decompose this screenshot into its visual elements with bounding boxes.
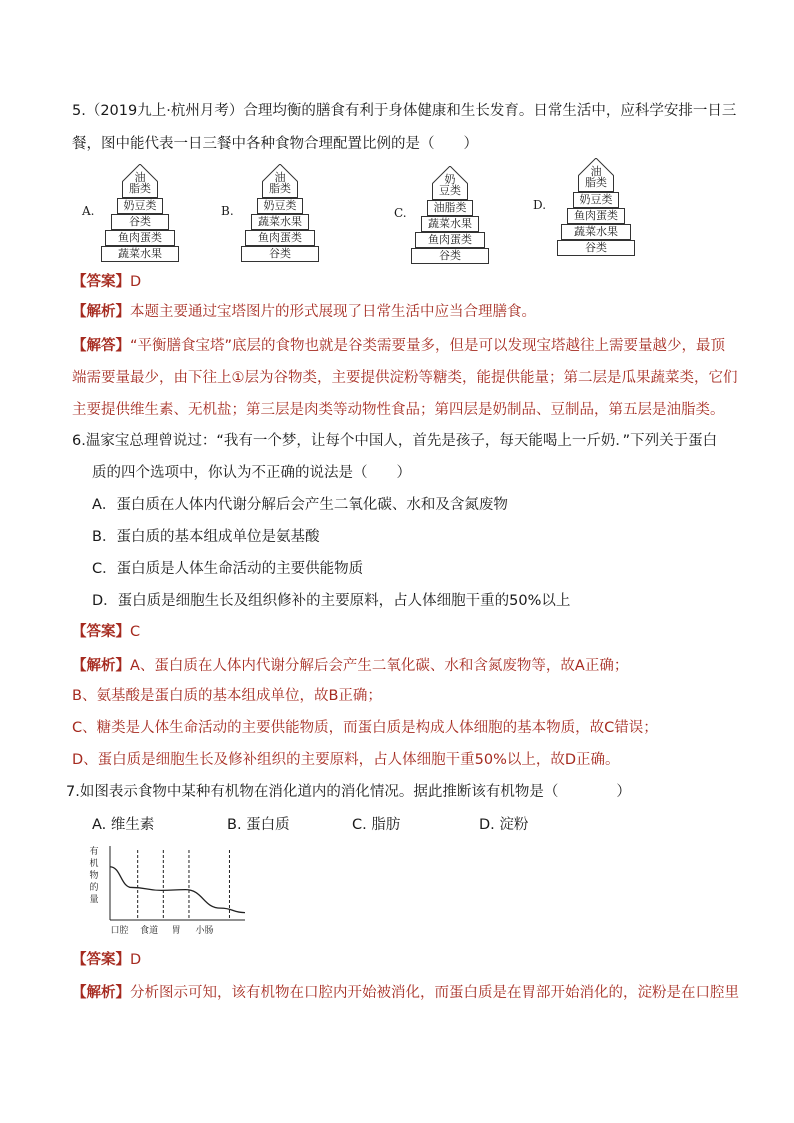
q6-option-d: D．蛋白质是细胞生长及组织修补的主要原料，占人体细胞干重的50%以上	[92, 593, 571, 609]
pyramid-level: 鱼肉蛋类	[245, 230, 315, 246]
pyramid-level: 谷类	[241, 246, 319, 262]
analysis-text: 分析图示可知，该有机物在口腔内开始被消化，而蛋白质是在胃部开始消化的，淀粉是在口腔里	[130, 985, 739, 1001]
y-axis-label-char: 的	[89, 883, 99, 893]
y-axis-label-char: 机	[89, 859, 99, 869]
q6-option-b: B．蛋白质的基本组成单位是氨基酸	[92, 529, 320, 545]
pyramid-level: 脂类	[262, 182, 298, 198]
q5-stem-line2: 餐，图中能代表一日三餐中各种食物合理配置比例的是（ ）	[72, 136, 478, 152]
q7-answer	[72, 950, 141, 970]
pyramid-option-label: D.	[533, 198, 547, 212]
answer-value: C	[130, 624, 141, 640]
pyramid-top-label: 油	[590, 165, 602, 178]
pyramid-level: 鱼肉蛋类	[567, 208, 625, 224]
q5-stem-line1: 5.（2019九上·杭州月考）合理均衡的膳食有利于身体健康和生长发育。日常生活中，应科学安排一日三	[72, 103, 737, 119]
solution-tag: 【解答】	[72, 338, 130, 354]
analysis-tag: 【解析】	[72, 985, 130, 1001]
pyramid-level: 谷类	[411, 248, 489, 264]
pyramid-top	[578, 158, 614, 176]
pyramid-top-label: 油	[134, 171, 146, 184]
data-curve	[110, 867, 245, 913]
q5-answer	[72, 272, 141, 292]
q6-option-c: C．蛋白质是人体生命活动的主要供能物质	[92, 561, 364, 577]
digestion-chart	[84, 842, 259, 942]
pyramid-level: 奶豆类	[117, 198, 163, 214]
pyramid-level: 奶豆类	[257, 198, 303, 214]
pyramid-level: 蔬菜水果	[101, 246, 179, 262]
pyramid-level: 脂类	[578, 176, 614, 192]
y-axis-label-char: 物	[89, 871, 99, 881]
q6-analysis-line1	[72, 656, 628, 676]
analysis-text: A、蛋白质在人体内代谢分解后会产生二氧化碳、水和含氮废物等，故A正确；	[130, 658, 629, 674]
q7-option-c: C. 脂肪	[352, 817, 401, 833]
pyramid-level: 豆类	[432, 184, 468, 200]
pyramid-top-label: 奶	[444, 173, 456, 186]
pyramid-top-label: 油	[274, 171, 286, 184]
pyramid-level: 奶豆类	[573, 192, 619, 208]
q6-analysis-line3: C、糖类是人体生命活动的主要供能物质，而蛋白质是构成人体细胞的基本物质，故C错误；	[72, 720, 658, 736]
q6-answer	[72, 622, 140, 642]
x-tick-label: 小肠	[195, 926, 214, 936]
q6-analysis-line2: B、氨基酸是蛋白质的基本组成单位，故B正确；	[72, 688, 382, 704]
q7-option-a: A. 维生素	[92, 817, 155, 833]
pyramid-level: 谷类	[557, 240, 635, 256]
analysis-tag: 【解析】	[72, 658, 130, 674]
pyramid-level: 谷类	[111, 214, 169, 230]
y-axis-label-char: 量	[89, 895, 99, 905]
answer-value: D	[130, 274, 142, 290]
answer-tag: 【答案】	[72, 624, 130, 640]
y-axis-label-char: 有	[89, 847, 99, 857]
pyramid-option-label: B.	[221, 204, 234, 218]
q6-analysis-line4: D、蛋白质是细胞生长及修补组织的主要原料，占人体细胞干重50%以上，故D正确。	[72, 752, 620, 768]
pyramid-top	[432, 166, 468, 184]
q5-solution-line3: 主要提供维生素、无机盐；第三层是肉类等动物性食品；第四层是奶制品、豆制品，第五层是油脂类。	[72, 402, 725, 418]
pyramid-level: 蔬菜水果	[421, 216, 479, 232]
pyramid-level: 油脂类	[427, 200, 473, 216]
q7-analysis	[72, 983, 739, 1003]
q7-stem: 7.如图表示食物中某种有机物在消化道内的消化情况。据此推断该有机物是（ ）	[66, 784, 631, 800]
pyramid-top	[262, 164, 298, 182]
q6-option-a: A．蛋白质在人体内代谢分解后会产生二氧化碳、水和及含氮废物	[92, 497, 508, 513]
pyramid-level: 脂类	[122, 182, 158, 198]
x-tick-label: 胃	[171, 926, 181, 936]
pyramid-level: 鱼肉蛋类	[415, 232, 485, 248]
q5-solution-line2: 端需要量最少，由下往上①层为谷物类，主要提供淀粉等糖类，能提供能量；第二层是瓜果蔬菜类，它们	[72, 370, 738, 386]
answer-tag: 【答案】	[72, 274, 130, 290]
q7-option-b: B. 蛋白质	[227, 817, 290, 833]
q6-stem-line1: 6.温家宝总理曾说过：“我有一个梦，让每个中国人，首先是孩子，每天能喝上一斤奶．”下列关于蛋白	[72, 433, 718, 449]
x-tick-label: 口腔	[110, 926, 129, 936]
x-tick-label: 食道	[140, 926, 159, 936]
q5-solution-line1	[72, 336, 725, 356]
pyramid-option-label: C.	[394, 206, 407, 220]
q5-analysis	[72, 302, 536, 322]
solution-text: “平衡膳食宝塔”底层的食物也就是谷类需要量多，但是可以发现宝塔越往上需要量越少，最顶	[130, 338, 726, 354]
pyramid-level: 鱼肉蛋类	[105, 230, 175, 246]
pyramid-option-label: A.	[82, 204, 95, 218]
analysis-tag: 【解析】	[72, 304, 130, 320]
answer-tag: 【答案】	[72, 952, 130, 968]
pyramid-level: 蔬菜水果	[251, 214, 309, 230]
answer-value: D	[130, 952, 142, 968]
q6-stem-line2: 质的四个选项中，你认为不正确的说法是（ ）	[92, 465, 411, 481]
analysis-text: 本题主要通过宝塔图片的形式展现了日常生活中应当合理膳食。	[130, 304, 536, 320]
pyramid-top	[122, 164, 158, 182]
pyramid-level: 蔬菜水果	[561, 224, 631, 240]
q7-option-d: D. 淀粉	[479, 817, 529, 833]
